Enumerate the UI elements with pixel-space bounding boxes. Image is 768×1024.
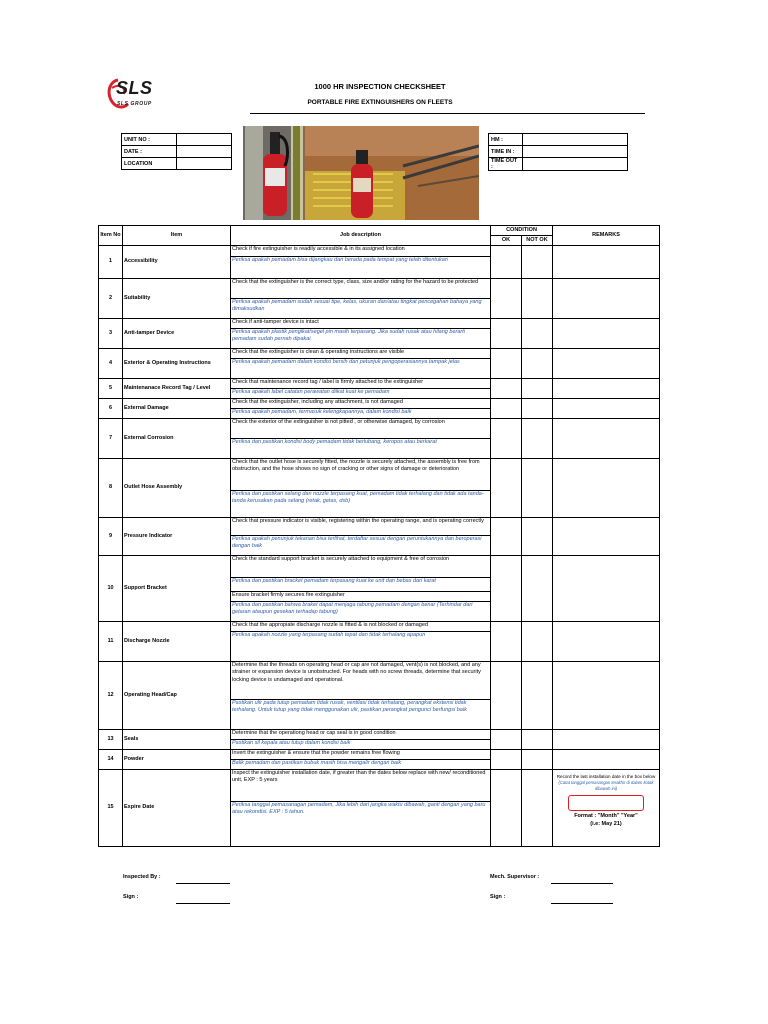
job-description-id: Periksa apakah pemadam dalam kondisi bersih dan petunjuk pengoperasiannya tampak jelas bbox=[231, 359, 491, 379]
job-description-id: Periksa dan pastikan bracket pemadam terpasang kuat ke unit dan bebas dari karat bbox=[231, 578, 491, 592]
remarks-cell[interactable] bbox=[553, 459, 660, 518]
job-description-en: Check if fire extinguisher is readily accessible & in its assigned location bbox=[231, 246, 491, 257]
item-name: Pressure Indicator bbox=[123, 518, 231, 556]
unit-info-table bbox=[121, 133, 232, 170]
item-number: 3 bbox=[99, 319, 123, 349]
condition-not-ok-cell[interactable] bbox=[522, 556, 553, 622]
time-out-field[interactable] bbox=[523, 158, 628, 171]
remarks-cell[interactable] bbox=[553, 662, 660, 730]
location-field[interactable] bbox=[177, 158, 232, 170]
table-row bbox=[99, 518, 660, 536]
sign-left-line[interactable] bbox=[176, 903, 230, 904]
item-number: 14 bbox=[99, 750, 123, 770]
condition-not-ok-cell[interactable] bbox=[522, 770, 553, 847]
job-description-en: Check that the extinguisher, including any attachment, is not damaged bbox=[231, 399, 491, 409]
job-description-en: Check that the appropiate discharge nozzle is fitted & is not blocked or damaged bbox=[231, 622, 491, 632]
job-description-en: Determine that the operationg head or cap seal is in good condition bbox=[231, 730, 491, 740]
job-description-id: Periksa dan pastikan selang dan nozzle terpasang kuat, pemadam tidak terhalang dan tidak ada tanda-tanda kerusakan pada selang (retak, getas, dsb) bbox=[231, 491, 491, 518]
job-description-id: Periksa apakah nozzle yang terpasang sudah tepat dan tidak terhalang apapun bbox=[231, 632, 491, 662]
item-number: 15 bbox=[99, 770, 123, 847]
remarks-cell[interactable] bbox=[553, 319, 660, 349]
condition-not-ok-cell[interactable] bbox=[522, 319, 553, 349]
remarks-cell[interactable] bbox=[553, 349, 660, 379]
sign-right-label: Sign : bbox=[490, 894, 506, 900]
condition-not-ok-cell[interactable] bbox=[522, 246, 553, 279]
condition-ok-cell[interactable] bbox=[491, 750, 522, 770]
inspected-by-line[interactable] bbox=[176, 883, 230, 884]
logo-wordmark: SLS bbox=[116, 78, 153, 98]
item-name: Suitability bbox=[123, 279, 231, 319]
condition-ok-cell[interactable] bbox=[491, 730, 522, 750]
condition-ok-cell[interactable] bbox=[491, 349, 522, 379]
item-name: Outlet Hose Assembly bbox=[123, 459, 231, 518]
table-row bbox=[99, 770, 660, 802]
job-description-en: Check that the outlet hose is securely fitted, the nozzle is securely attached, the assembly is free from obstruction, and the hose shows no sign of cracking or other signs of damage or deterioration bbox=[231, 459, 491, 491]
item-number: 2 bbox=[99, 279, 123, 319]
mech-supervisor-label: Mech. Supervisor : bbox=[490, 874, 540, 880]
item-number: 13 bbox=[99, 730, 123, 750]
table-row bbox=[99, 279, 660, 299]
remarks-cell[interactable] bbox=[553, 622, 660, 662]
date-format-label: Format : "Month" "Year" bbox=[574, 813, 638, 820]
condition-not-ok-cell[interactable] bbox=[522, 279, 553, 319]
job-description-en: Check the standard support bracket is securely attached to equipment & free of corrosion bbox=[231, 556, 491, 578]
condition-not-ok-cell[interactable] bbox=[522, 622, 553, 662]
table-row bbox=[99, 622, 660, 632]
remarks-cell[interactable] bbox=[553, 518, 660, 556]
date-field[interactable] bbox=[177, 146, 232, 158]
item-number: 10 bbox=[99, 556, 123, 622]
expire-record-instruction: Record the last installation date in the box below bbox=[556, 774, 656, 779]
table-row bbox=[99, 459, 660, 491]
job-description-en: Determine that the threads on operating head or cap are not damaged, vent(s) is not blocked, and any strainer or expansion device is unobstructed. For heads with no screw threads, determine that security locking device is undamaged and operational. bbox=[231, 662, 491, 700]
page-title: 1000 HR INSPECTION CHECKSHEET bbox=[314, 82, 446, 91]
condition-ok-cell[interactable] bbox=[491, 662, 522, 730]
condition-not-ok-cell[interactable] bbox=[522, 349, 553, 379]
job-description-en: Invert the extinguisher & ensure that the powder remains free flowing bbox=[231, 750, 491, 760]
item-number: 8 bbox=[99, 459, 123, 518]
hm-field[interactable] bbox=[523, 134, 628, 146]
condition-ok-cell[interactable] bbox=[491, 319, 522, 349]
condition-ok-cell[interactable] bbox=[491, 518, 522, 556]
condition-ok-cell[interactable] bbox=[491, 770, 522, 847]
title-underline bbox=[250, 113, 645, 114]
unit-no-label: UNIT NO : bbox=[122, 134, 177, 146]
item-number: 1 bbox=[99, 246, 123, 279]
table-row bbox=[99, 750, 660, 760]
expire-record-instruction-id: (Catat tanggal pemasangan terakhir di dalam kotak dibawah ini) bbox=[558, 779, 654, 791]
condition-not-ok-cell[interactable] bbox=[522, 379, 553, 399]
logo-subtext: SLS GROUP bbox=[117, 101, 152, 107]
item-name: Powder bbox=[123, 750, 231, 770]
item-name: Maintenanace Record Tag / Level bbox=[123, 379, 231, 399]
remarks-cell[interactable] bbox=[553, 750, 660, 770]
remarks-cell[interactable] bbox=[553, 246, 660, 279]
sign-right-line[interactable] bbox=[551, 903, 613, 904]
header-ok: OK bbox=[491, 236, 522, 246]
item-name: External Damage bbox=[123, 399, 231, 419]
time-in-field[interactable] bbox=[523, 146, 628, 158]
header-remarks: REMARKS bbox=[553, 226, 660, 246]
time-out-label: TIME OUT : bbox=[489, 158, 523, 171]
job-description-en: Ensure bracket firmly secures fire extinguisher bbox=[231, 592, 491, 602]
job-description-id: Periksa dan pastikan bahwa braket dapat menjaga tabung pemadam dengan benar (Terhindar dari getaran ataupun gesekan terhadap tabung) bbox=[231, 602, 491, 622]
item-number: 12 bbox=[99, 662, 123, 730]
header-not-ok: NOT OK bbox=[522, 236, 553, 246]
job-description-id: Periksa tanggal pemasanagan pemadam, Jika lebih dari jangka waktu dibawah, ganti dengan yang baru atau rekondisi. EXP : 5 tahun. bbox=[231, 802, 491, 847]
remarks-cell[interactable] bbox=[553, 399, 660, 419]
item-name: Expire Date bbox=[123, 770, 231, 847]
mech-supervisor-line[interactable] bbox=[551, 883, 613, 884]
condition-not-ok-cell[interactable] bbox=[522, 399, 553, 419]
item-name: Discharge Nozzle bbox=[123, 622, 231, 662]
item-number: 5 bbox=[99, 379, 123, 399]
hm-label: HM : bbox=[489, 134, 523, 146]
job-description-en: Check the exterior of the extinguisher is not pitted , or otherwise damaged, by corrosion bbox=[231, 419, 491, 439]
item-number: 7 bbox=[99, 419, 123, 459]
job-description-en: Check that maintenance record tag / label is firmly attached to the extinguisher bbox=[231, 379, 491, 389]
item-name: External Corrosion bbox=[123, 419, 231, 459]
location-label: LOCATION bbox=[122, 158, 177, 170]
condition-not-ok-cell[interactable] bbox=[522, 730, 553, 750]
job-description-id: Periksa apakah pemadam, termasuk kelengkapannya, dalam kondisi baik bbox=[231, 409, 491, 419]
remarks-cell[interactable] bbox=[553, 379, 660, 399]
condition-not-ok-cell[interactable] bbox=[522, 419, 553, 459]
job-description-en: Check that pressure indicator is visible, registering within the operating range, and is operating correctly bbox=[231, 518, 491, 536]
job-description-id: Periksa apakah pemadam bisa dijangkau dan berada pada tempat yang telah ditentukan bbox=[231, 257, 491, 279]
job-description-id: Periksa apakah plastik pengikat/segel pin masih terpasang. Jika sudah rusak atau hilang berarti pemadam sudah pernah dipakai bbox=[231, 329, 491, 349]
page-subtitle: PORTABLE FIRE EXTINGUISHERS ON FLEETS bbox=[307, 99, 453, 106]
job-description-en: Check that the extinguisher is the correct type, class, size and/or rating for the hazard to be protected bbox=[231, 279, 491, 299]
condition-not-ok-cell[interactable] bbox=[522, 750, 553, 770]
table-row bbox=[99, 349, 660, 359]
item-number: 6 bbox=[99, 399, 123, 419]
job-description-en: Check if anti-tamper device is intact bbox=[231, 319, 491, 329]
job-description-id: Balik pemadam dan pastikan bubuk masih bisa mengalir dengan baik bbox=[231, 760, 491, 770]
date-label: DATE : bbox=[122, 146, 177, 158]
table-row bbox=[99, 319, 660, 329]
job-description-en: Check that the extinguisher is clean & operating instructions are visible bbox=[231, 349, 491, 359]
remarks-cell[interactable] bbox=[553, 419, 660, 459]
time-in-label: TIME IN : bbox=[489, 146, 523, 158]
header-condition: CONDITION bbox=[491, 226, 553, 236]
item-name: Exterior & Operating Instructions bbox=[123, 349, 231, 379]
item-name: Anti-tamper Device bbox=[123, 319, 231, 349]
table-row bbox=[99, 419, 660, 439]
table-row bbox=[99, 556, 660, 578]
inspection-table bbox=[98, 225, 660, 847]
job-description-id: Pastikan sil kepala atau tutup dalam kondisi baik bbox=[231, 740, 491, 750]
sign-left-label: Sign : bbox=[123, 894, 139, 900]
condition-not-ok-cell[interactable] bbox=[522, 518, 553, 556]
table-row bbox=[99, 379, 660, 389]
inspected-by-label: Inspected By : bbox=[123, 874, 161, 880]
job-description-id: Pastikan ulir pada tutup pemadam tidak rusak, ventilasi tidak terhalang, perangkat ekstensi tidak terhalang. Untuk tutup yang tidak menggunakan ulir, pastikan perangkat pengunci berfungsi baik bbox=[231, 700, 491, 730]
installation-date-box[interactable] bbox=[568, 795, 644, 811]
condition-ok-cell[interactable] bbox=[491, 556, 522, 622]
job-description-id: Periksa apakah label catatan perawatan diikat kuat ke pemadam bbox=[231, 389, 491, 399]
remarks-cell[interactable] bbox=[553, 770, 660, 847]
item-name: Accessibility bbox=[123, 246, 231, 279]
fire-extinguisher-photo bbox=[243, 126, 479, 220]
table-row bbox=[99, 246, 660, 257]
job-description-id: Periksa apakah penunjuk tekanan bisa terlihat, terdaftar sesuai dengan peruntukannya dan beroperasi dengan baik bbox=[231, 536, 491, 556]
item-name: Operating Head/Cap bbox=[123, 662, 231, 730]
condition-ok-cell[interactable] bbox=[491, 246, 522, 279]
item-name: Seals bbox=[123, 730, 231, 750]
condition-not-ok-cell[interactable] bbox=[522, 662, 553, 730]
item-number: 11 bbox=[99, 622, 123, 662]
condition-not-ok-cell[interactable] bbox=[522, 459, 553, 518]
time-info-table bbox=[488, 133, 628, 171]
date-format-example: (i.e: May 21) bbox=[590, 820, 622, 827]
job-description-id: Periksa dan pastikan kondisi body pemadam tidak berlubang, keropos atau berkarat bbox=[231, 439, 491, 459]
table-row bbox=[99, 662, 660, 700]
condition-ok-cell[interactable] bbox=[491, 399, 522, 419]
condition-ok-cell[interactable] bbox=[491, 459, 522, 518]
header-item: Item bbox=[123, 226, 231, 246]
remarks-cell[interactable] bbox=[553, 556, 660, 622]
item-number: 9 bbox=[99, 518, 123, 556]
unit-no-field[interactable] bbox=[177, 134, 232, 146]
condition-ok-cell[interactable] bbox=[491, 622, 522, 662]
header-job-description: Job description bbox=[231, 226, 491, 246]
item-name: Support Bracket bbox=[123, 556, 231, 622]
item-number: 4 bbox=[99, 349, 123, 379]
remarks-cell[interactable] bbox=[553, 279, 660, 319]
condition-ok-cell[interactable] bbox=[491, 419, 522, 459]
condition-ok-cell[interactable] bbox=[491, 279, 522, 319]
job-description-id: Periksa apakah pemadam sudah sesuai tipe, kelas, ukuran dan/atau tingkat pencegahan bahaya yang dimaksudkan bbox=[231, 299, 491, 319]
table-row bbox=[99, 399, 660, 409]
header-item-no: Item No bbox=[99, 226, 123, 246]
job-description-en: Inspect the extinguisher installation date, if greater than the dates below replace with new/ reconditioned unit, EXP : 5 years bbox=[231, 770, 491, 802]
condition-ok-cell[interactable] bbox=[491, 379, 522, 399]
table-row bbox=[99, 730, 660, 740]
remarks-cell[interactable] bbox=[553, 730, 660, 750]
